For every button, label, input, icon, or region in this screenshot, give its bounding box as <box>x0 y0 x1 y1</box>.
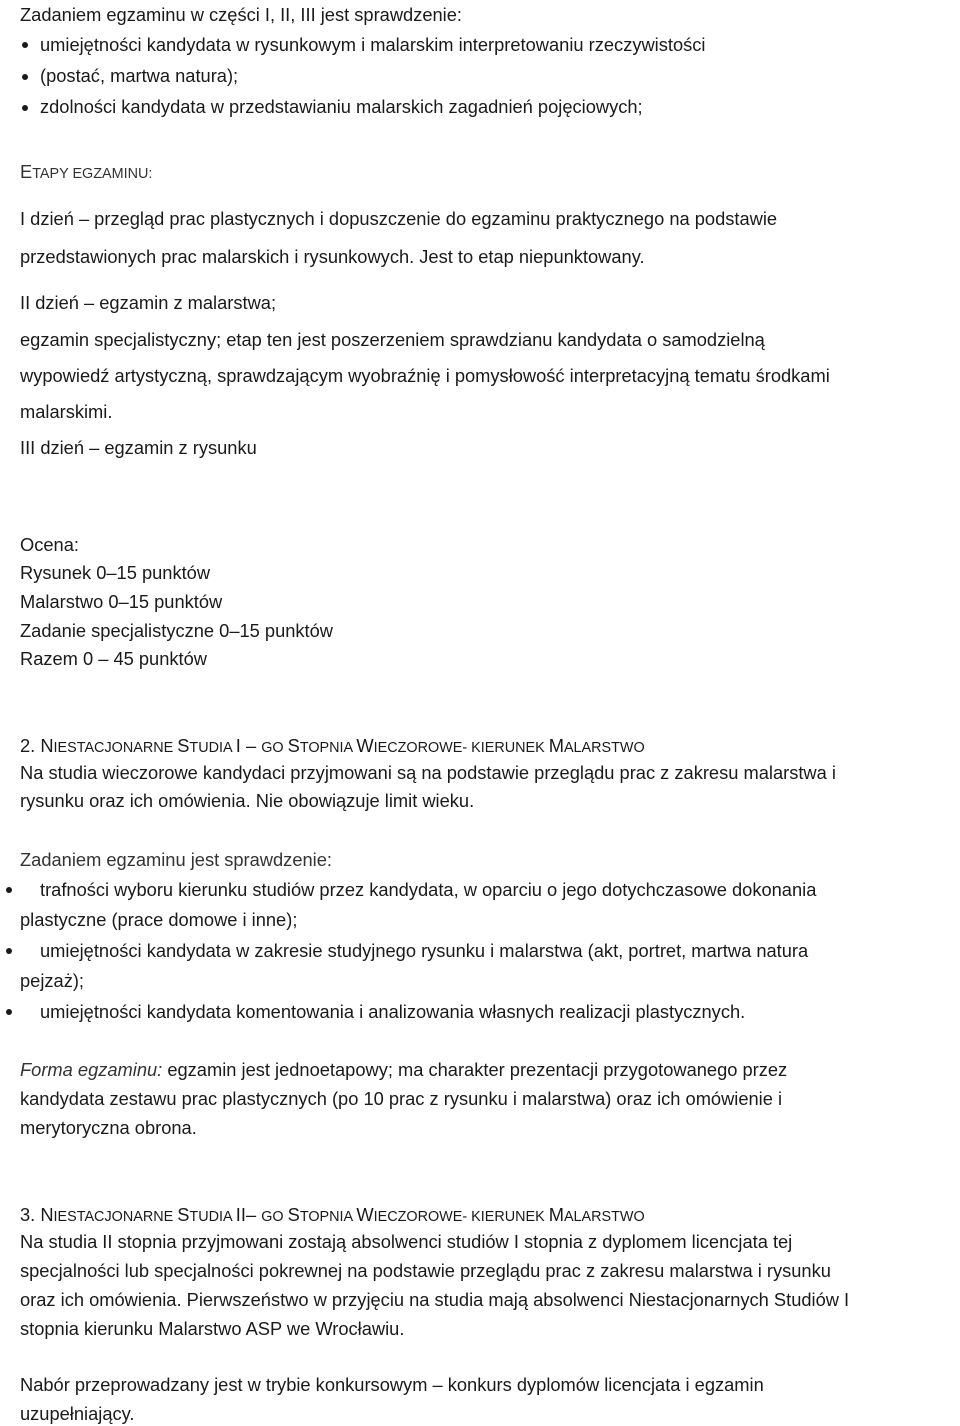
heading-part: TUDIA <box>189 740 236 756</box>
heading-part: – <box>240 735 262 756</box>
heading-part: 3. <box>20 1204 41 1225</box>
intro-bullet-1-line-1: umiejętności kandydata w rysunkowym i malarskim interpretowaniu rzeczywistości <box>40 34 706 55</box>
heading-part: IECZOROWE- KIERUNEK <box>373 1209 549 1225</box>
exam-form-line-1: Forma egzaminu: egzamin jest jednoetapowy; ma charakter prezentacji przygotowanego przez <box>20 1059 788 1080</box>
grading-item: Rysunek 0–15 punktów <box>20 562 211 583</box>
intro-bullet-2-line-1: zdolności kandydata w przedstawianiu malarskich zagadnień pojęciowych; <box>40 96 643 117</box>
heading-part: I <box>235 735 241 756</box>
section2-heading <box>20 734 645 760</box>
heading-part: ALARSTWO <box>563 1209 645 1225</box>
intro-heading: Zadaniem egzaminu w części I, II, III jest sprawdzenie: <box>20 4 462 25</box>
exam-form-line-3: merytoryczna obrona. <box>20 1117 197 1138</box>
heading-part: IESTACJONARNE <box>53 1209 178 1225</box>
heading-part: S <box>287 1204 300 1225</box>
exam-form-line-2: kandydata zestawu prac plastycznych (po 10 prac z rysunku i malarstwa) oraz ich omówienie i <box>20 1088 783 1109</box>
section2-bullet-1-line-1: trafności wyboru kierunku studiów przez kandydata, w oparciu o jego dotychczasowe dokonania <box>40 879 817 900</box>
heading-part: ALARSTWO <box>563 740 645 756</box>
section3-heading <box>20 1203 645 1229</box>
heading-part: GO <box>261 740 288 756</box>
day2-line-1: egzamin specjalistyczny; etap ten jest poszerzeniem sprawdzianu kandydata o samodzielną <box>20 329 765 350</box>
heading-part: M <box>548 735 564 756</box>
recruitment-line-2: uzupełniający. <box>20 1403 135 1424</box>
bullet-icon <box>6 1009 12 1015</box>
section3-intro-line-2: specjalności lub specjalności pokrewnej na podstawie przeglądu prac z zakresu malarstwa i rysunku <box>20 1260 831 1281</box>
day2-title: II dzień – egzamin z malarstwa; <box>20 292 277 313</box>
bullet-icon <box>22 74 28 80</box>
day2-line-2: wypowiedź artystyczną, sprawdzającym wyobraźnię i pomysłowość interpretacyjną tematu środkami <box>20 365 830 386</box>
heading-part: S <box>177 1204 190 1225</box>
section2-check-title: Zadaniem egzaminu jest sprawdzenie: <box>20 849 332 870</box>
section2-intro-line-2: rysunku oraz ich omówienia. Nie obowiązuje limit wieku. <box>20 790 475 811</box>
heading-part: II <box>235 1204 246 1225</box>
heading-part: – <box>245 1204 262 1225</box>
heading-part: S <box>177 735 190 756</box>
bullet-icon <box>22 42 28 48</box>
bullet-icon <box>6 887 12 893</box>
day1-line-1: I dzień – przegląd prac plastycznych i dopuszczenie do egzaminu praktycznego na podstawie <box>20 208 778 229</box>
heading-part: M <box>548 1204 564 1225</box>
intro-bullet-1-line-2: (postać, martwa natura); <box>40 65 239 86</box>
heading-part: 2. <box>20 735 41 756</box>
heading-part: W <box>356 1204 374 1225</box>
grading-item: Zadanie specjalistyczne 0–15 punktów <box>20 620 334 641</box>
heading-part: IECZOROWE- KIERUNEK <box>373 740 549 756</box>
stages-heading: ETAPY EGZAMINU: <box>20 161 153 182</box>
grading-title: Ocena: <box>20 534 79 555</box>
heading-part: N <box>40 1204 54 1225</box>
day3-title: III dzień – egzamin z rysunku <box>20 437 257 458</box>
grading-total: Razem 0 – 45 punktów <box>20 648 207 669</box>
recruitment-line-1: Nabór przeprowadzany jest w trybie konkursowym – konkurs dyplomów licencjata i egzamin <box>20 1374 764 1395</box>
day1-line-2: przedstawionych prac malarskich i rysunkowych. Jest to etap niepunktowany. <box>20 246 645 267</box>
heading-part: S <box>287 735 300 756</box>
section3-intro-line-3: oraz ich omówienia. Pierwszeństwo w przyjęciu na studia mają absolwenci Niestacjonarnych Studiów I <box>20 1289 850 1310</box>
heading-part: IESTACJONARNE <box>53 740 178 756</box>
heading-part: GO <box>261 1209 288 1225</box>
section2-bullet-2-line-2: pejzaż); <box>20 970 85 991</box>
exam-form-label: Forma egzaminu: <box>20 1059 163 1080</box>
section2-intro-line-1: Na studia wieczorowe kandydaci przyjmowani są na podstawie przeglądu prac z zakresu malarstwa i <box>20 762 836 783</box>
section2-bullet-2-line-1: umiejętności kandydata w zakresie studyjnego rysunku i malarstwa (akt, portret, martwa natura <box>40 940 809 961</box>
section3-intro-line-4: stopnia kierunku Malarstwo ASP we Wrocławiu. <box>20 1318 405 1339</box>
bullet-icon <box>6 948 12 954</box>
bullet-icon <box>22 105 28 111</box>
section2-bullet-3-line-1: umiejętności kandydata komentowania i analizowania własnych realizacji plastycznych. <box>40 1001 746 1022</box>
heading-part: W <box>356 735 374 756</box>
section2-bullet-1-line-2: plastyczne (prace domowe i inne); <box>20 909 298 930</box>
heading-part: TUDIA <box>189 1209 236 1225</box>
heading-part: TOPNIA <box>299 740 357 756</box>
heading-part: TOPNIA <box>299 1209 357 1225</box>
day2-line-3: malarskimi. <box>20 401 113 422</box>
heading-part: N <box>40 735 54 756</box>
section3-intro-line-1: Na studia II stopnia przyjmowani zostają absolwenci studiów I stopnia z dyplomem licencjata tej <box>20 1231 793 1252</box>
grading-item: Malarstwo 0–15 punktów <box>20 591 223 612</box>
